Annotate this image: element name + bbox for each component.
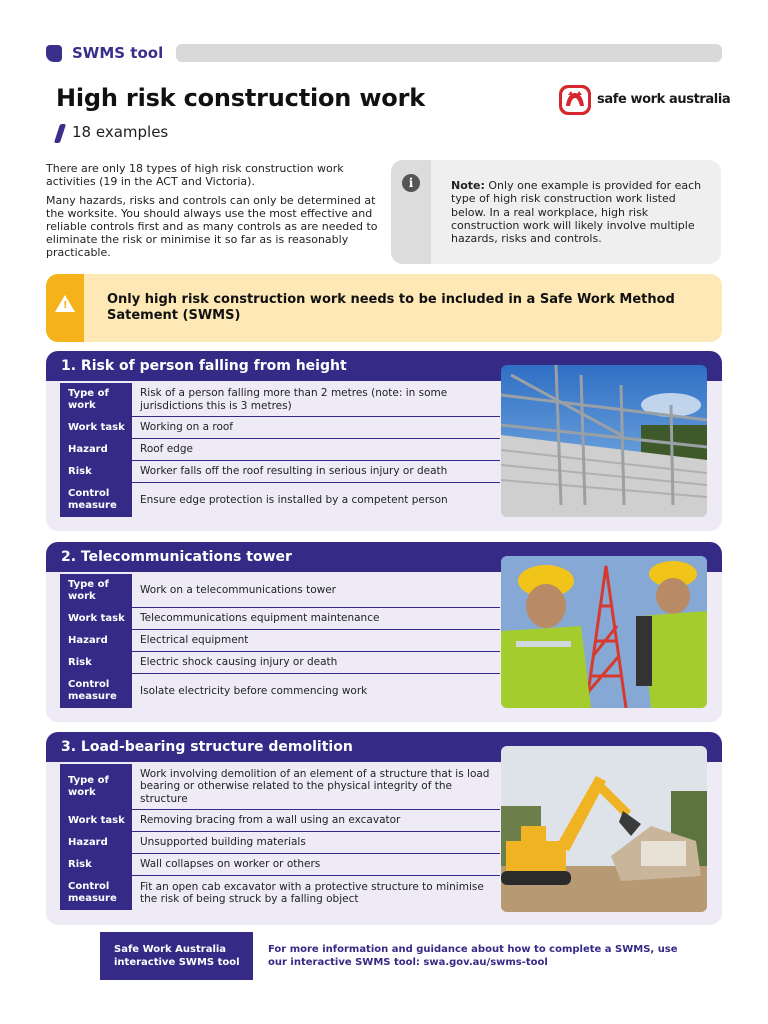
row-label: Type of work [60, 574, 132, 607]
table-row [60, 608, 500, 630]
intro-text [46, 162, 382, 259]
table-row [60, 854, 500, 876]
row-label: Risk [60, 854, 132, 875]
row-value: Unsupported building materials [132, 832, 500, 853]
row-value: Risk of a person falling more than 2 metres (note: in some jurisdictions this is 3 metres) [132, 383, 500, 416]
row-value: Work involving demolition of an element of a structure that is load bearing or otherwise related to the physical integrity of the structure [132, 764, 500, 809]
row-value: Removing bracing from a wall using an excavator [132, 810, 500, 831]
table-row [60, 439, 500, 461]
section-table [60, 574, 500, 708]
table-row [60, 574, 500, 608]
row-label: Control measure [60, 483, 132, 517]
section-table [60, 764, 500, 910]
row-value: Work on a telecommunications tower [132, 574, 500, 607]
row-label: Hazard [60, 832, 132, 853]
table-row [60, 810, 500, 832]
section-title: 3. Load-bearing structure demolition [46, 732, 722, 762]
section-load-bearing-demolition [46, 732, 722, 925]
warning-banner [46, 274, 722, 342]
row-label: Hazard [60, 439, 132, 460]
table-row [60, 483, 500, 517]
table-row [60, 652, 500, 674]
row-label: Risk [60, 652, 132, 673]
swms-tool-link-box[interactable]: Safe Work Australia interactive SWMS tool [100, 932, 253, 980]
table-row [60, 832, 500, 854]
row-label: Hazard [60, 630, 132, 651]
row-label: Work task [60, 608, 132, 629]
safe-work-australia-logo [558, 84, 731, 118]
section-title: 1. Risk of person falling from height [46, 351, 722, 381]
tower-workers-photo [501, 556, 707, 708]
row-value: Fit an open cab excavator with a protective structure to minimise the risk of being struck by a falling object [132, 876, 500, 910]
table-row [60, 461, 500, 483]
note-label: Note: [451, 179, 485, 192]
row-value: Electrical equipment [132, 630, 500, 651]
header-rule [176, 44, 722, 62]
row-label: Type of work [60, 764, 132, 809]
note-box [391, 160, 721, 264]
row-value: Electric shock causing injury or death [132, 652, 500, 673]
info-icon: i [402, 174, 420, 192]
table-row [60, 764, 500, 810]
row-label: Work task [60, 810, 132, 831]
row-label: Work task [60, 417, 132, 438]
row-value: Wall collapses on worker or others [132, 854, 500, 875]
section-table [60, 383, 500, 517]
note-text: Only one example is provided for each type of high risk construction work listed below. In a real workplace, high risk construction work will likely involve multiple hazards, risks and controls. [451, 179, 702, 246]
table-row [60, 417, 500, 439]
row-value: Ensure edge protection is installed by a competent person [132, 483, 500, 517]
row-value: Worker falls off the roof resulting in serious injury or death [132, 461, 500, 482]
row-label: Risk [60, 461, 132, 482]
tag-marker-icon [46, 45, 62, 62]
row-label: Control measure [60, 674, 132, 708]
warning-exclamation: ! [63, 300, 68, 311]
roof-scaffolding-photo [501, 365, 707, 517]
examples-count: 18 examples [72, 123, 169, 141]
section-falling-from-height [46, 351, 722, 531]
slash-icon [54, 124, 66, 143]
section-title: 2. Telecommunications tower [46, 542, 722, 572]
table-row [60, 876, 500, 910]
row-label: Type of work [60, 383, 132, 416]
section-telecommunications-tower [46, 542, 722, 722]
row-value: Working on a roof [132, 417, 500, 438]
note-body [451, 179, 703, 245]
row-value: Roof edge [132, 439, 500, 460]
tool-tag: SWMS tool [72, 44, 164, 62]
logo-wordmark: safe work australia [597, 92, 731, 107]
table-row [60, 383, 500, 417]
logo-emblem-icon [558, 84, 592, 116]
table-row [60, 630, 500, 652]
table-row [60, 674, 500, 708]
row-value: Telecommunications equipment maintenance [132, 608, 500, 629]
warning-text: Only high risk construction work needs to be included in a Safe Work Method Satement (SWMS) [107, 292, 675, 323]
intro-paragraph-2: Many hazards, risks and controls can only be determined at the worksite. You should always use the most effective and reliable controls first and as many controls as are needed to eliminate the risk or minimise it so far as is reasonably practicable. [46, 194, 378, 259]
row-label: Control measure [60, 876, 132, 910]
excavator-demolition-photo [501, 746, 707, 912]
intro-paragraph-1: There are only 18 types of high risk construction work activities (19 in the ACT and Victoria). [46, 162, 344, 188]
footer-info: For more information and guidance about how to complete a SWMS, use our interactive SWMS tool: swa.gov.au/swms-tool [268, 944, 678, 968]
page-title: High risk construction work [56, 84, 425, 112]
top-tag-bar [46, 43, 722, 63]
row-value: Isolate electricity before commencing work [132, 674, 500, 708]
